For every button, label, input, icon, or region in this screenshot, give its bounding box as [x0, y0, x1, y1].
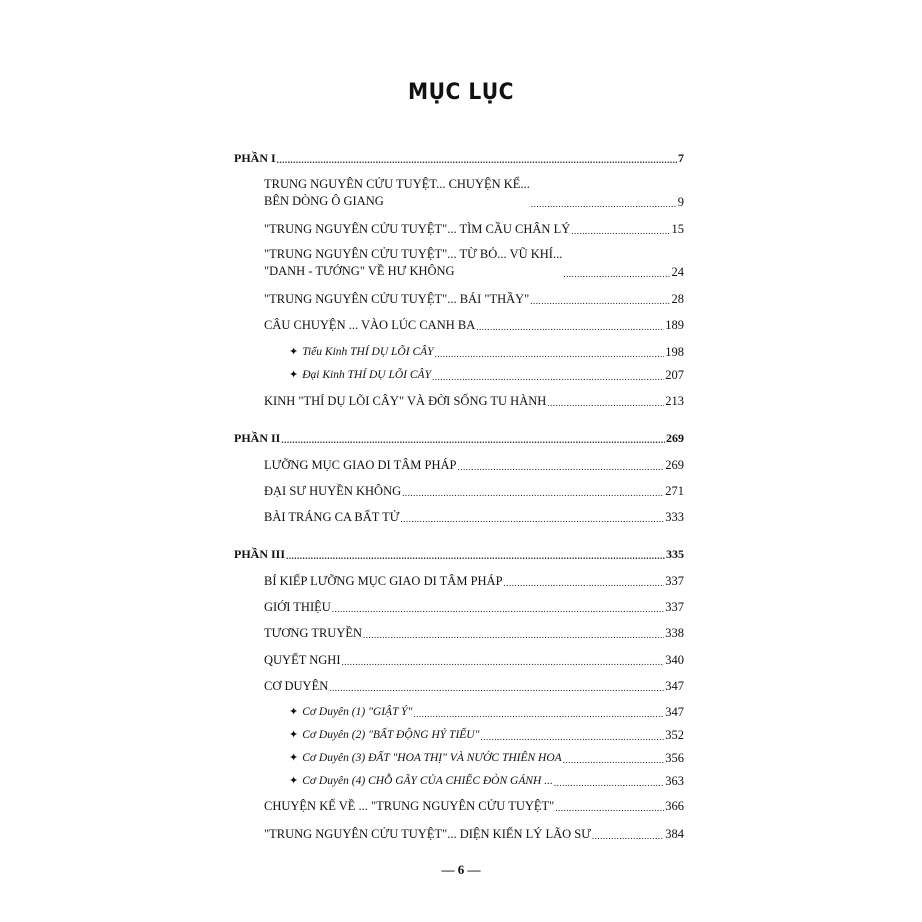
toc-page-number: 356 — [665, 751, 684, 765]
leader-dots — [281, 434, 665, 446]
toc-entry-title: PHẦN II — [234, 431, 281, 445]
leader-dots — [547, 397, 664, 409]
toc-page-number: 352 — [665, 728, 684, 742]
toc-entry-title: "TRUNG NGUYÊN CỬU TUYỆT"... TỪ BỎ... VŨ KHÍ... "DANH - TƯỚNG" VỀ HƯ KHÔNG — [264, 247, 563, 278]
toc-entry-title: TƯƠNG TRUYỀN — [264, 626, 363, 640]
toc-entry-title: QUYẾT NGHI — [264, 653, 341, 667]
leader-dots — [332, 603, 664, 615]
leader-dots — [555, 802, 664, 814]
toc-entry[interactable] — [234, 827, 684, 842]
toc-page-number: 384 — [665, 827, 684, 841]
toc-entry-title: Đại Kinh THÍ DỤ LÕI CÂY — [302, 369, 431, 381]
leader-dots — [432, 371, 664, 383]
toc-entry-title: GIỚI THIỆU — [264, 600, 331, 614]
toc-page-number: 28 — [671, 292, 684, 306]
toc-entry-title: CÂU CHUYỆN ... VÀO LÚC CANH BA — [264, 318, 476, 332]
diamond-bullet-icon: ✦ — [289, 729, 299, 741]
leader-dots — [476, 321, 664, 333]
toc-entry[interactable] — [234, 458, 684, 473]
toc-entry[interactable] — [234, 799, 684, 814]
toc-page-number: 337 — [665, 600, 684, 614]
toc-entry-title: PHẦN III — [234, 547, 286, 561]
toc-entry-title: TRUNG NGUYÊN CỬU TUYỆT... CHUYỆN KỂ... BÊN DÒNG Ô GIANG — [264, 177, 530, 208]
toc-page-number: 340 — [665, 653, 684, 667]
diamond-bullet-icon: ✦ — [289, 369, 299, 381]
leader-dots — [342, 656, 665, 668]
toc-entry[interactable] — [234, 318, 684, 333]
leader-dots — [592, 830, 664, 842]
toc-entry[interactable] — [234, 653, 684, 668]
leader-dots — [413, 708, 664, 720]
toc-entry[interactable] — [234, 246, 684, 280]
toc-page-number: 347 — [665, 679, 684, 693]
toc-entry-title: Tiểu Kinh THÍ DỤ LÕI CÂY — [302, 346, 434, 358]
toc-entry-title: Cơ Duyên (1) "GIẬT Ý" — [302, 706, 413, 718]
diamond-bullet-icon: ✦ — [289, 706, 299, 718]
leader-dots — [531, 198, 677, 210]
toc-page-number: 15 — [671, 222, 684, 236]
leader-dots — [571, 225, 670, 237]
toc-entry-title: Cơ Duyên (3) ĐẤT "HOA THỊ" VÀ NƯỚC THIÊN HOA — [302, 752, 562, 764]
toc-entry-title: KINH "THÍ DỤ LÕI CÂY" VÀ ĐỜI SỐNG TU HÀNH — [264, 394, 547, 408]
toc-entry-title: CHUYỆN KỂ VỀ ... "TRUNG NGUYÊN CỬU TUYỆT" — [264, 799, 555, 813]
diamond-bullet-icon: ✦ — [289, 346, 299, 358]
leader-dots — [329, 682, 664, 694]
toc-entry[interactable] — [234, 222, 684, 237]
toc-part-1[interactable] — [234, 151, 684, 166]
toc-subentry[interactable] — [234, 345, 684, 360]
leader-dots — [457, 461, 664, 473]
toc-entry-title: BÀI TRÁNG CA BẤT TỬ — [264, 510, 400, 524]
leader-dots — [277, 154, 677, 166]
toc-subentry[interactable] — [234, 705, 684, 720]
toc-page-number: 207 — [665, 368, 684, 382]
toc-subentry[interactable] — [234, 774, 684, 789]
toc-page-number: 24 — [671, 265, 684, 279]
leader-dots — [530, 295, 670, 307]
toc-entry-title: BÍ KIẾP LƯỠNG MỤC GIAO DI TÂM PHÁP — [264, 574, 503, 588]
toc-page-number: 269 — [665, 458, 684, 472]
toc-page-number: 363 — [665, 774, 684, 788]
leader-dots — [563, 754, 665, 766]
toc-entry-title: "TRUNG NGUYÊN CỬU TUYỆT"... TÌM CẦU CHÂN LÝ — [264, 222, 571, 236]
leader-dots — [286, 550, 665, 562]
toc-part-2[interactable] — [234, 431, 684, 446]
toc-subentry[interactable] — [234, 368, 684, 383]
page-number: — 6 — — [441, 862, 481, 877]
toc-entry[interactable] — [234, 510, 684, 525]
toc-subentry[interactable] — [234, 728, 684, 743]
leader-dots — [400, 513, 664, 525]
toc-page-number: 269 — [666, 431, 684, 445]
leader-dots — [480, 731, 664, 743]
toc-entry[interactable] — [234, 626, 684, 641]
toc-page-number: 7 — [678, 151, 684, 165]
toc-entry[interactable] — [234, 292, 684, 307]
toc-entry-title: Cơ Duyên (4) CHỖ GÃY CỦA CHIẾC ĐÒN GÁNH ... — [302, 775, 553, 787]
toc-entry-title: ĐẠI SƯ HUYỀN KHÔNG — [264, 484, 402, 498]
toc-page-number: 271 — [665, 484, 684, 498]
toc-entry[interactable] — [234, 574, 684, 589]
toc-entry[interactable] — [234, 484, 684, 499]
toc-entry-title: "TRUNG NGUYÊN CỬU TUYỆT"... BÁI "THẦY" — [264, 292, 530, 306]
leader-dots — [563, 268, 670, 280]
toc-page-number: 337 — [665, 574, 684, 588]
diamond-bullet-icon: ✦ — [289, 775, 299, 787]
toc-entry[interactable] — [234, 679, 684, 694]
toc-entry-title: "TRUNG NGUYÊN CỬU TUYỆT"... DIỆN KIẾN LÝ LÃO SƯ — [264, 827, 591, 841]
toc-subentry[interactable] — [234, 751, 684, 766]
toc-entry[interactable] — [234, 600, 684, 615]
leader-dots — [554, 777, 664, 789]
toc-page-number: 333 — [665, 510, 684, 524]
toc-entry-title: CƠ DUYÊN — [264, 679, 329, 693]
toc-entry-title: Cơ Duyên (2) "BẤT ĐỘNG HỶ TIẾU" — [302, 729, 480, 741]
toc-page-number: 198 — [665, 345, 684, 359]
toc-entry-title: LƯỠNG MỤC GIAO DI TÂM PHÁP — [264, 458, 457, 472]
toc-page-number: 347 — [665, 705, 684, 719]
toc-page-number: 338 — [665, 626, 684, 640]
leader-dots — [504, 577, 665, 589]
toc-page-number: 189 — [665, 318, 684, 332]
toc-page-number: 335 — [666, 547, 684, 561]
page-title: MỤC LỤC — [408, 80, 514, 105]
toc-page-number: 366 — [665, 799, 684, 813]
toc-entry[interactable] — [234, 394, 684, 409]
toc-part-3[interactable] — [234, 547, 684, 562]
leader-dots — [435, 348, 665, 360]
toc-page-number: 213 — [665, 394, 684, 408]
diamond-bullet-icon: ✦ — [289, 752, 299, 764]
toc-entry[interactable] — [234, 176, 684, 210]
toc-page-number: 9 — [677, 195, 684, 209]
leader-dots — [402, 487, 664, 499]
toc-entry-title: PHẦN I — [234, 151, 276, 165]
leader-dots — [363, 629, 664, 641]
